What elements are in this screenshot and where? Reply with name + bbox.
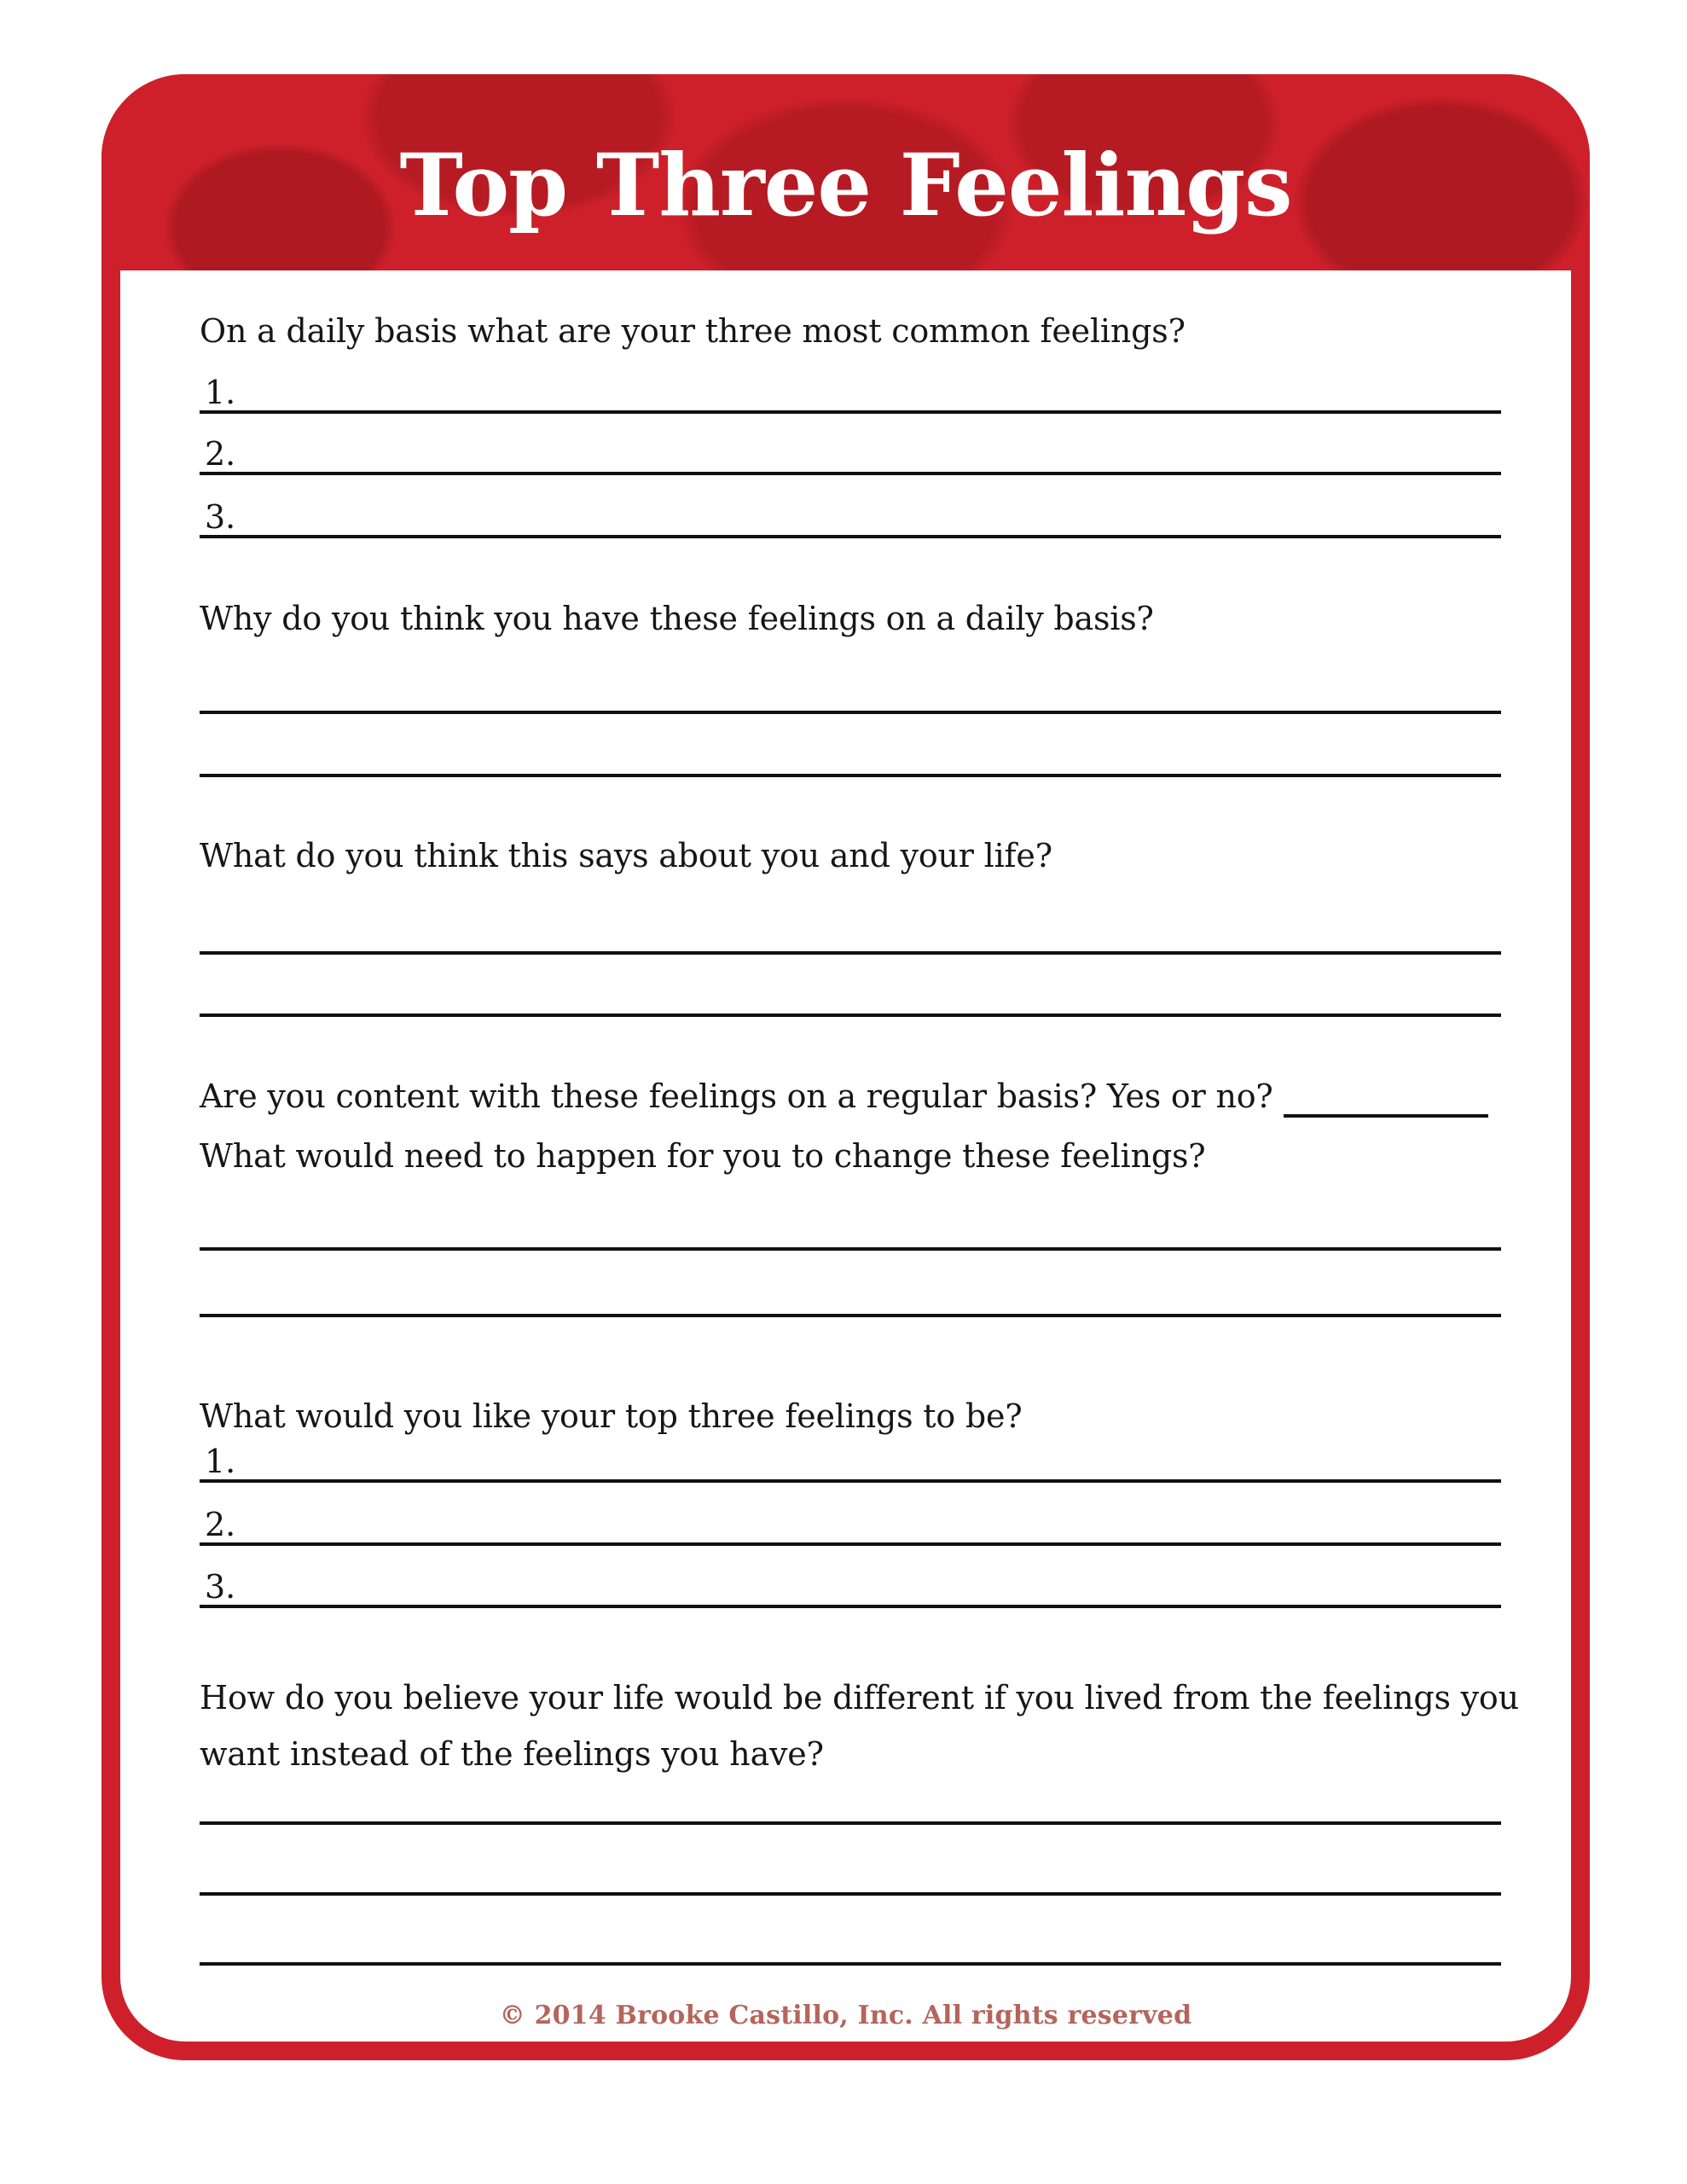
answer-line	[200, 711, 1501, 714]
question-content-yes-no	[200, 1077, 1488, 1118]
numbered-answer-line-1	[200, 1432, 1501, 1483]
question-life-different: How do you believe your life would be different if you lived from the feelings you want instead of the feelings you have?	[200, 1679, 1519, 1773]
question-why-feelings: Why do you think you have these feelings on a daily basis?	[200, 600, 1154, 637]
numbered-answer-line-2	[200, 424, 1501, 475]
answer-line	[200, 1314, 1501, 1317]
item-number: 2.	[205, 1506, 236, 1543]
answer-line	[200, 1247, 1501, 1251]
numbered-answer-line-3	[200, 487, 1501, 538]
worksheet-card	[101, 74, 1590, 2060]
numbered-answer-line-1	[200, 363, 1501, 414]
item-number: 3.	[205, 1568, 236, 1606]
yes-no-blank	[1284, 1106, 1488, 1118]
item-number: 3.	[205, 498, 236, 536]
answer-line	[200, 1892, 1501, 1896]
item-number: 1.	[205, 374, 236, 411]
answer-line	[200, 774, 1501, 777]
numbered-answer-line-2	[200, 1495, 1501, 1546]
item-number: 1.	[205, 1443, 236, 1480]
answer-line	[200, 951, 1501, 955]
question-what-would-need: What would need to happen for you to change these feelings?	[200, 1137, 1206, 1175]
item-number: 2.	[205, 435, 236, 473]
page-title: Top Three Feelings	[399, 135, 1292, 235]
footer-copyright: © 2014 Brooke Castillo, Inc. All rights reserved	[499, 2001, 1192, 2030]
question-top-three-wanted: What would you like your top three feelings to be?	[200, 1397, 1023, 1435]
question-says-about-you: What do you think this says about you and your life?	[200, 837, 1052, 874]
answer-line	[200, 1014, 1501, 1017]
question-text: Are you content with these feelings on a regular basis? Yes or no?	[200, 1077, 1273, 1115]
question-daily-feelings: On a daily basis what are your three most common feelings?	[200, 312, 1186, 350]
header-band	[101, 74, 1590, 270]
answer-line	[200, 1821, 1501, 1825]
numbered-answer-line-3	[200, 1557, 1501, 1608]
answer-line	[200, 1962, 1501, 1966]
